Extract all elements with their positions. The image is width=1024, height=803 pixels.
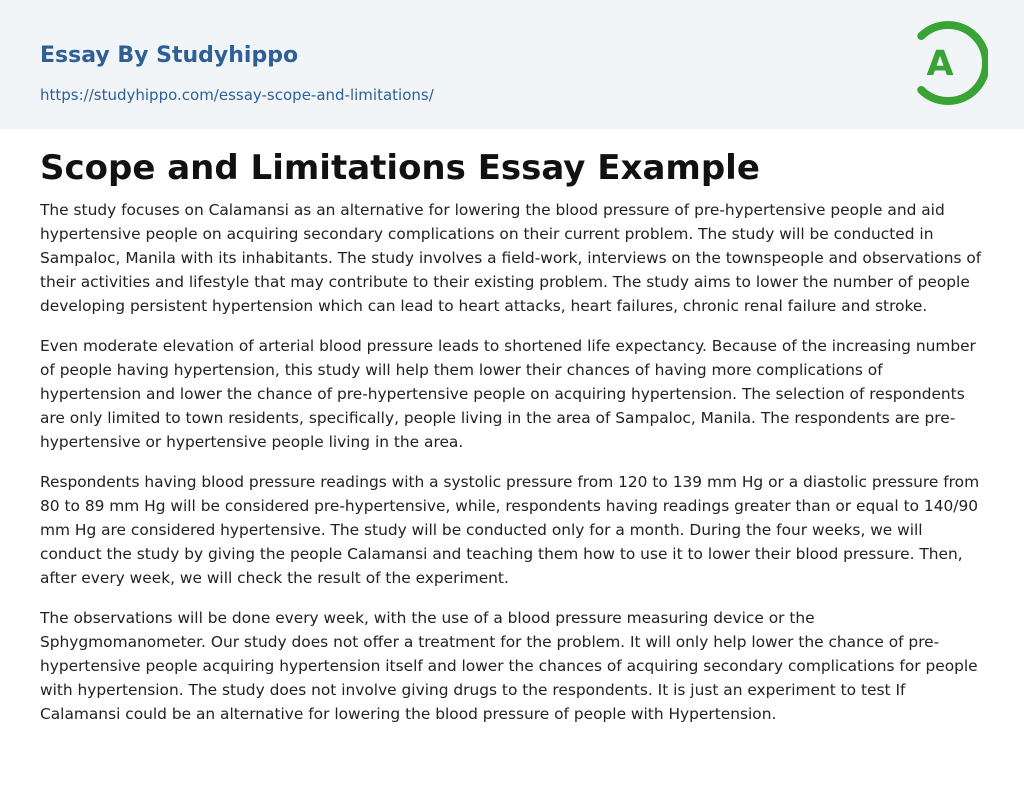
essay-content <box>40 146 984 742</box>
essay-paragraph: Even moderate elevation of arterial blood pressure leads to shortened life expectancy. Because of the increasing number of people having hypertension, this study will help them lower their chances of having more complications of hypertension and lower the chance of pre-hypertensive people on acquiring hypertension. The selection of respondents are only limited to town residents, specifically, people living in the area of Sampaloc, Manila. The respondents are pre-hypertensive or hypertensive people living in the area. <box>40 337 976 451</box>
source-url-link[interactable]: https://studyhippo.com/essay-scope-and-limitations/ <box>40 86 434 104</box>
essay-paragraph: The observations will be done every week, with the use of a blood pressure measuring device or the Sphygmomanometer. Our study does not offer a treatment for the problem. It will only help lower the chance of pre-hypertensive people acquiring hypertension itself and lower the chances of acquiring secondary complications for people with hypertension. The study does not involve giving drugs to the respondents. It is just an experiment to test If Calamansi could be an alternative for lowering the blood pressure of people with Hypertension. <box>40 609 978 723</box>
essay-paragraph: Respondents having blood pressure readings with a systolic pressure from 120 to 139 mm Hg or a diastolic pressure from 80 to 89 mm Hg will be considered pre-hypertensive, while, respondents having readings greater than or equal to 140/90 mm Hg are considered hypertensive. The study will be conducted only for a month. During the four weeks, we will conduct the study by giving the people Calamansi and teaching them how to use it to lower their blood pressure. Then, after every week, we will check the result of the experiment. <box>40 473 980 587</box>
site-header <box>0 0 1024 129</box>
logo-letter: A <box>926 44 954 84</box>
studyhippo-logo-icon[interactable] <box>910 18 988 108</box>
essay-paragraph: The study focuses on Calamansi as an alternative for lowering the blood pressure of pre-hypertensive people and aid hypertensive people on acquiring secondary complications on their current problem. The study will be conducted in Sampaloc, Manila with its inhabitants. The study involves a field-work, interviews on the townspeople and observations of their activities and lifestyle that may contribute to their existing problem. The study aims to lower the number of people developing persistent hypertension which can lead to heart attacks, heart failures, chronic renal failure and stroke. <box>40 201 982 315</box>
essay-title: Scope and Limitations Essay Example <box>40 148 760 188</box>
brand-name[interactable]: Essay By Studyhippo <box>40 43 299 68</box>
